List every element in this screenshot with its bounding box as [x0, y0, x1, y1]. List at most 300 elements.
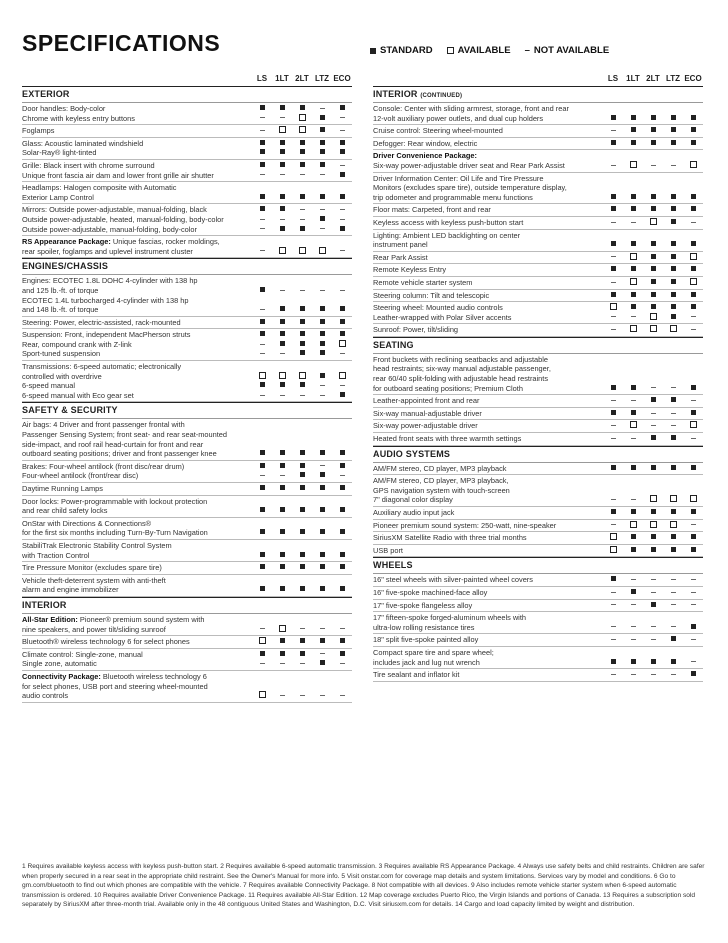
availability-mark — [292, 585, 312, 595]
standard-square-icon — [370, 48, 376, 54]
standard-mark-icon — [320, 115, 325, 120]
trim-label: 1LT — [626, 74, 640, 83]
spec-line: instrument panel — [373, 240, 428, 250]
spec-line: Six-way manual-adjustable driver — [373, 408, 482, 418]
availability-mark — [292, 193, 312, 203]
spec-text — [22, 563, 262, 573]
available-mark-icon — [630, 253, 637, 260]
spec-line: Suspension: Front, independent MacPherson struts — [22, 330, 191, 340]
availability-mark — [663, 635, 683, 645]
availability-mark — [683, 575, 703, 585]
availability-mark — [252, 126, 272, 136]
standard-mark-icon — [300, 162, 305, 167]
not-available-mark-icon — [320, 209, 325, 210]
availability-mark — [683, 658, 703, 668]
availability-mark — [683, 521, 703, 531]
availability-mark — [603, 265, 623, 275]
availability-mark — [623, 421, 643, 432]
spec-text — [373, 521, 613, 531]
spec-text — [22, 519, 262, 538]
not-available-mark-icon — [631, 639, 636, 640]
not-available-mark-icon — [340, 165, 345, 166]
availability-marks — [603, 290, 703, 302]
available-mark-icon — [630, 521, 637, 528]
spec-row — [373, 612, 703, 634]
standard-mark-icon — [320, 373, 325, 378]
availability-mark — [683, 139, 703, 149]
availability-mark — [332, 104, 352, 114]
spec-line: Front buckets with reclining seatbacks and adjustable — [373, 354, 549, 364]
not-available-mark-icon — [631, 579, 636, 580]
availability-mark — [252, 650, 272, 660]
availability-mark — [623, 240, 643, 250]
spec-row — [373, 669, 703, 682]
spec-line: Vehicle theft-deterrent system with anti-theft — [22, 575, 166, 585]
available-mark-icon — [670, 325, 677, 332]
available-mark-icon — [630, 421, 637, 428]
available-mark-icon — [610, 303, 617, 310]
availability-marks — [603, 612, 703, 633]
availability-marks — [603, 277, 703, 289]
standard-mark-icon — [260, 194, 265, 199]
legend-available — [447, 45, 511, 56]
availability-mark — [663, 588, 683, 598]
spec-text — [22, 139, 262, 158]
spec-line: trip odometer and programmable menu functions — [373, 192, 533, 202]
availability-mark — [292, 462, 312, 472]
spec-line: and 125 lb.-ft. of torque — [22, 285, 99, 295]
spec-text — [22, 104, 262, 123]
standard-mark-icon — [300, 341, 305, 346]
availability-mark — [332, 193, 352, 203]
availability-marks — [252, 204, 352, 235]
section-header: ENGINES/CHASSIS — [22, 258, 352, 275]
standard-mark-icon — [260, 586, 265, 591]
standard-mark-icon — [671, 465, 676, 470]
availability-mark — [252, 349, 272, 359]
standard-mark-icon — [320, 660, 325, 665]
availability-mark — [332, 215, 352, 225]
not-available-mark-icon — [611, 400, 616, 401]
availability-mark — [332, 528, 352, 538]
not-available-mark-icon — [611, 524, 616, 525]
standard-mark-icon — [651, 115, 656, 120]
not-available-mark-icon — [651, 579, 656, 580]
spec-line: SiriusXM Satellite Radio with three trial months — [373, 533, 527, 543]
availability-mark — [623, 193, 643, 203]
spec-line — [373, 151, 613, 161]
availability-mark — [643, 325, 663, 336]
not-available-mark-icon — [611, 130, 616, 131]
spec-row — [22, 518, 352, 540]
not-available-mark-icon — [280, 663, 285, 664]
not-available-mark-icon — [611, 604, 616, 605]
standard-mark-icon — [280, 149, 285, 154]
availability-mark — [312, 126, 332, 136]
standard-mark-icon — [320, 564, 325, 569]
availability-mark — [312, 318, 332, 328]
available-mark-icon — [339, 372, 346, 379]
spec-line: 17" five-spoke flangeless alloy — [373, 600, 473, 610]
not-available-mark-icon — [611, 256, 616, 257]
spec-text — [373, 648, 613, 667]
availability-mark — [292, 637, 312, 647]
not-available-mark-icon — [651, 592, 656, 593]
standard-mark-icon — [631, 465, 636, 470]
not-available-mark-icon — [691, 524, 696, 525]
standard-mark-icon — [340, 586, 345, 591]
spec-text — [22, 497, 262, 516]
spec-row — [22, 204, 352, 236]
standard-mark-icon — [611, 194, 616, 199]
availability-mark — [663, 384, 683, 394]
availability-mark — [312, 650, 332, 660]
availability-mark — [292, 139, 312, 149]
availability-mark — [332, 506, 352, 516]
not-available-mark-icon — [260, 628, 265, 629]
standard-mark-icon — [320, 586, 325, 591]
availability-mark — [272, 484, 292, 494]
not-available-mark-icon — [340, 219, 345, 220]
spec-line: Cruise control: Steering wheel-mounted — [373, 126, 503, 136]
standard-mark-icon — [671, 206, 676, 211]
not-available-mark-icon — [691, 592, 696, 593]
spec-text — [22, 330, 262, 359]
availability-mark — [272, 391, 292, 401]
standard-mark-icon — [260, 463, 265, 468]
standard-mark-icon — [611, 465, 616, 470]
availability-mark — [623, 588, 643, 598]
availability-mark — [292, 528, 312, 538]
availability-mark — [623, 325, 643, 336]
availability-mark — [272, 126, 292, 137]
availability-mark — [663, 313, 683, 323]
section-header: INTERIOR (CONTINUED) — [373, 86, 703, 103]
availability-mark — [603, 658, 623, 668]
availability-mark — [603, 409, 623, 419]
not-available-mark-icon — [260, 117, 265, 118]
not-available-mark-icon — [340, 695, 345, 696]
standard-mark-icon — [260, 319, 265, 324]
availability-mark — [272, 286, 292, 296]
availability-mark — [292, 215, 312, 225]
standard-mark-icon — [631, 206, 636, 211]
spec-row — [373, 647, 703, 669]
availability-mark — [663, 601, 683, 611]
spec-row — [22, 317, 352, 330]
standard-mark-icon — [631, 385, 636, 390]
standard-mark-icon — [631, 547, 636, 552]
standard-mark-icon — [691, 127, 696, 132]
availability-marks — [603, 463, 703, 475]
standard-mark-icon — [651, 241, 656, 246]
availability-mark — [332, 286, 352, 296]
section-header: SEATING — [373, 337, 703, 354]
availability-mark — [623, 601, 643, 611]
not-available-mark-icon — [651, 425, 656, 426]
availability-mark — [312, 305, 332, 315]
availability-mark — [252, 225, 272, 235]
standard-mark-icon — [260, 507, 265, 512]
standard-mark-icon — [691, 115, 696, 120]
standard-mark-icon — [260, 450, 265, 455]
standard-mark-icon — [631, 410, 636, 415]
availability-mark — [312, 225, 332, 235]
legend-standard — [370, 45, 433, 56]
spec-line-bold: Connectivity Package: — [22, 671, 101, 681]
spec-line: rear 60/40 split-folding with adjustable head restraints — [373, 374, 549, 384]
standard-mark-icon — [320, 638, 325, 643]
availability-mark — [252, 161, 272, 171]
spec-line: Tire Pressure Monitor (excludes spare tire) — [22, 563, 162, 573]
spec-row — [373, 463, 703, 476]
availability-mark — [683, 265, 703, 275]
standard-mark-icon — [280, 529, 285, 534]
not-available-mark-icon — [651, 165, 656, 166]
standard-mark-icon — [320, 552, 325, 557]
availability-marks — [252, 483, 352, 495]
availability-mark — [252, 193, 272, 203]
standard-mark-icon — [260, 140, 265, 145]
availability-mark — [252, 215, 272, 225]
availability-mark — [643, 384, 663, 394]
spec-line-bold: Driver Convenience Package: — [373, 151, 477, 161]
standard-mark-icon — [320, 216, 325, 221]
availability-mark — [623, 265, 643, 275]
spec-line: USB port — [373, 545, 403, 555]
availability-mark — [332, 484, 352, 494]
availability-mark — [312, 139, 332, 149]
standard-mark-icon — [260, 149, 265, 154]
not-available-mark-icon — [631, 604, 636, 605]
available-mark-icon — [650, 495, 657, 502]
availability-mark — [312, 528, 332, 538]
standard-mark-icon — [651, 659, 656, 664]
not-available-mark-icon — [300, 174, 305, 175]
availability-mark — [623, 409, 643, 419]
availability-marks — [603, 264, 703, 276]
spec-line: Daytime Running Lamps — [22, 484, 103, 493]
spec-text — [22, 237, 262, 256]
availability-marks — [252, 575, 352, 596]
spec-row — [22, 649, 352, 671]
spec-line: Door handles: Body-color — [22, 104, 106, 113]
standard-mark-icon — [300, 552, 305, 557]
available-mark-icon — [299, 126, 306, 133]
section-header: AUDIO SYSTEMS — [373, 446, 703, 463]
standard-mark-icon — [691, 534, 696, 539]
not-available-mark-icon — [280, 353, 285, 354]
spec-line: Steering: Power, electric-assisted, rack-mounted — [22, 317, 181, 327]
spec-line: Air bags: 4 Driver and front passenger frontal with — [22, 420, 185, 430]
availability-mark — [683, 291, 703, 301]
not-available-mark-icon — [631, 400, 636, 401]
availability-marks — [252, 329, 352, 360]
availability-mark — [332, 462, 352, 472]
spec-line: Pioneer premium sound system: 250-watt, nine-speaker — [373, 520, 557, 530]
availability-mark — [623, 521, 643, 532]
standard-mark-icon — [651, 435, 656, 440]
spec-text — [373, 126, 613, 136]
standard-mark-icon — [651, 465, 656, 470]
standard-mark-icon — [671, 140, 676, 145]
spec-row — [22, 103, 352, 125]
not-available-mark-icon — [631, 626, 636, 627]
not-available-mark-icon — [280, 219, 285, 220]
not-available-mark-icon — [300, 695, 305, 696]
spec-row — [373, 433, 703, 446]
availability-mark — [683, 126, 703, 136]
standard-mark-icon — [260, 206, 265, 211]
standard-mark-icon — [340, 105, 345, 110]
spec-line: RS Appearance Package: Unique fascias, rocker moldings, — [22, 237, 220, 247]
availability-mark — [252, 691, 272, 702]
availability-mark — [332, 114, 352, 124]
standard-mark-icon — [651, 266, 656, 271]
availability-mark — [272, 449, 292, 459]
availability-mark — [272, 318, 292, 328]
not-available-mark-icon — [340, 663, 345, 664]
availability-mark — [312, 372, 332, 382]
availability-mark — [292, 126, 312, 137]
availability-mark — [603, 464, 623, 474]
availability-mark — [623, 218, 643, 228]
availability-mark — [603, 205, 623, 215]
spec-line: Six-way power-adjustable driver — [373, 421, 478, 431]
availability-mark — [272, 551, 292, 561]
availability-mark — [623, 670, 643, 680]
availability-marks — [252, 518, 352, 539]
spec-text — [373, 174, 613, 203]
spec-text — [373, 601, 613, 611]
availability-mark — [683, 313, 703, 323]
not-available-mark-icon — [320, 108, 325, 109]
spec-text — [22, 276, 262, 314]
spec-line: controlled with overdrive — [22, 371, 102, 381]
spec-line: rear spoiler, foglamps and uplevel instrument cluster — [22, 246, 193, 256]
not-available-mark-icon — [320, 395, 325, 396]
spec-text — [373, 205, 613, 215]
availability-mark — [623, 253, 643, 264]
standard-mark-icon — [651, 397, 656, 402]
spec-line: Passenger Sensing System; front seat- and rear seat-mounted — [22, 430, 227, 440]
spec-line: Auxiliary audio input jack — [373, 508, 455, 517]
spec-row — [373, 290, 703, 303]
availability-mark — [252, 506, 272, 516]
availability-marks — [603, 587, 703, 599]
spec-row — [373, 420, 703, 433]
availability-marks — [252, 636, 352, 648]
spec-line: Keyless access with keyless push-button start — [373, 217, 524, 227]
availability-mark — [683, 670, 703, 680]
availability-mark — [292, 225, 312, 235]
spec-line: AM/FM stereo, CD player, MP3 playback, — [373, 476, 509, 486]
section-subtitle: (CONTINUED) — [420, 93, 463, 99]
standard-mark-icon — [631, 115, 636, 120]
spec-line: Sport-tuned suspension — [22, 349, 101, 359]
availability-mark — [312, 471, 332, 481]
availability-mark — [683, 434, 703, 444]
not-available-mark-icon — [340, 475, 345, 476]
availability-mark — [643, 533, 663, 543]
availability-mark — [623, 434, 643, 444]
not-available-mark-icon — [340, 209, 345, 210]
availability-marks — [603, 103, 703, 124]
section-header: INTERIOR — [22, 597, 352, 614]
not-available-mark-icon — [651, 674, 656, 675]
availability-mark — [272, 637, 292, 647]
spec-line: All-Star Edition: Pioneer® premium sound system with — [22, 614, 205, 624]
standard-mark-icon — [340, 463, 345, 468]
spec-line: for select phones, USB port and steering wheel-mounted — [22, 681, 208, 691]
standard-mark-icon — [691, 547, 696, 552]
trim-label: LS — [256, 74, 268, 83]
not-available-mark-icon — [671, 165, 676, 166]
spec-row — [22, 275, 352, 316]
available-mark-icon — [690, 253, 697, 260]
availability-mark — [643, 253, 663, 263]
availability-mark — [272, 148, 292, 158]
legend-not-available-label: NOT AVAILABLE — [533, 45, 610, 56]
availability-mark — [623, 635, 643, 645]
spec-text — [22, 205, 262, 234]
availability-mark — [292, 650, 312, 660]
standard-mark-icon — [320, 194, 325, 199]
availability-mark — [663, 205, 683, 215]
spec-text — [373, 218, 613, 228]
spec-text — [373, 139, 613, 149]
availability-mark — [663, 575, 683, 585]
spec-line: OnStar with Directions & Connections® — [22, 518, 152, 528]
available-mark-icon — [650, 521, 657, 528]
spec-line: 18" split five-spoke painted alloy — [373, 635, 479, 645]
standard-mark-icon — [671, 659, 676, 664]
availability-mark — [683, 588, 703, 598]
standard-mark-icon — [340, 140, 345, 145]
availability-mark — [663, 495, 683, 506]
availability-mark — [603, 218, 623, 228]
availability-mark — [272, 691, 292, 701]
availability-mark — [292, 114, 312, 125]
spec-line: Heated front seats with three warmth settings — [373, 434, 522, 444]
standard-mark-icon — [651, 194, 656, 199]
availability-mark — [643, 114, 663, 124]
availability-mark — [292, 286, 312, 296]
availability-mark — [292, 471, 312, 481]
spec-row — [22, 562, 352, 575]
availability-mark — [312, 449, 332, 459]
standard-mark-icon — [671, 241, 676, 246]
availability-mark — [623, 533, 643, 543]
availability-mark — [332, 247, 352, 257]
standard-mark-icon — [280, 507, 285, 512]
standard-mark-icon — [691, 266, 696, 271]
availability-mark — [603, 193, 623, 203]
availability-mark — [272, 625, 292, 636]
spec-row — [22, 461, 352, 483]
availability-mark — [292, 171, 312, 181]
availability-mark — [623, 278, 643, 289]
standard-mark-icon — [300, 149, 305, 154]
standard-mark-icon — [280, 552, 285, 557]
spec-row — [373, 125, 703, 138]
spec-row — [373, 354, 703, 395]
not-available-mark-icon — [631, 499, 636, 500]
not-available-mark-icon — [340, 628, 345, 629]
availability-mark — [603, 588, 623, 598]
availability-mark — [643, 546, 663, 556]
availability-mark — [292, 551, 312, 561]
